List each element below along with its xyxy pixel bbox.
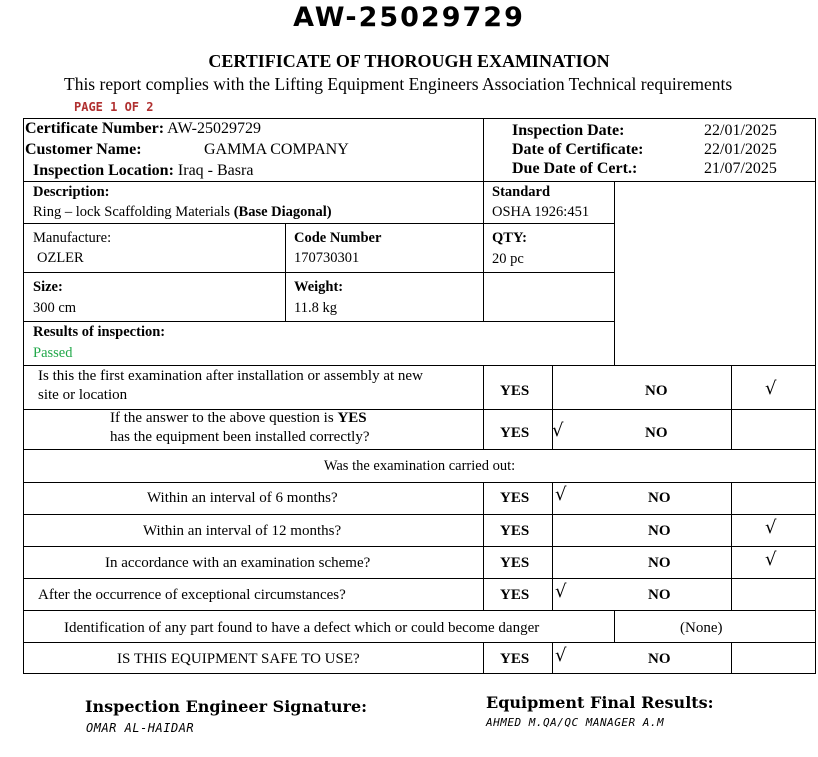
due-date-value: 21/07/2025: [704, 160, 777, 177]
description-text: Ring – lock Scaffolding Materials: [33, 204, 231, 220]
safe-yes-tick: √: [555, 645, 567, 666]
examination-heading: Was the examination carried out:: [323, 458, 516, 474]
size-label: Size:: [33, 279, 63, 295]
compliance-subtitle: This report complies with the Lifting Equipment Engineers Association Technical requirements: [64, 74, 733, 94]
certificate-number: [25, 120, 261, 138]
q2-text-yes: YES: [337, 410, 367, 426]
q5-no-label: NO: [648, 555, 671, 571]
standard-value: OSHA 1926:451: [492, 204, 590, 220]
q2-text-line2: has the equipment been installed correctly?: [110, 429, 370, 445]
q6-no-label: NO: [648, 587, 671, 603]
engineer-signature-label: Inspection Engineer Signature:: [85, 697, 368, 716]
q2-text-prefix: If the answer to the above question is: [110, 410, 338, 426]
weight-value: 11.8 kg: [294, 300, 337, 316]
q3-yes-tick: √: [555, 484, 567, 505]
q1-no-tick: √: [765, 378, 777, 399]
code-number-value: 170730301: [294, 250, 360, 266]
results-label: Results of inspection:: [33, 324, 166, 340]
defect-value: (None): [680, 620, 723, 636]
results-value: Passed: [33, 345, 73, 361]
q2-text-line1: [110, 410, 367, 427]
manufacture-value: OZLER: [37, 250, 84, 266]
customer-name-value: GAMMA COMPANY: [204, 141, 349, 158]
date-of-certificate-label: Date of Certificate:: [512, 141, 644, 158]
certificate-number-label: Certificate Number:: [25, 120, 165, 137]
q1-text-line2: site or location: [38, 387, 128, 403]
qty-value: 20 pc: [492, 251, 524, 267]
defect-label: Identification of any part found to have a defect which or could become danger: [64, 620, 540, 636]
document-number: AW-25029729: [293, 2, 525, 33]
safe-yes-label: YES: [500, 651, 530, 667]
safe-no-label: NO: [648, 651, 671, 667]
q5-no-tick: √: [765, 549, 777, 570]
description-variant: (Base Diagonal): [233, 204, 332, 220]
q2-no-label: NO: [645, 425, 668, 441]
q4-text: Within an interval of 12 months?: [143, 523, 342, 539]
q6-text: After the occurrence of exceptional circumstances?: [38, 587, 346, 603]
description-value: [33, 204, 332, 221]
final-results-signature: AHMED M.QA/QC MANAGER A.M: [486, 716, 665, 729]
inspection-location-label: Inspection Location:: [33, 162, 174, 179]
q6-yes-tick: √: [555, 581, 567, 602]
q3-yes-label: YES: [500, 490, 530, 506]
standard-label: Standard: [492, 184, 551, 200]
q2-yes-tick: √: [552, 420, 564, 441]
q1-no-label: NO: [645, 383, 668, 399]
q2-yes-label: YES: [500, 425, 530, 441]
description-label: Description:: [33, 184, 110, 200]
qty-label: QTY:: [492, 230, 527, 246]
size-value: 300 cm: [33, 300, 77, 316]
q1-yes-label: YES: [500, 383, 530, 399]
q3-text: Within an interval of 6 months?: [147, 490, 338, 506]
q1-text-line1: Is this the first examination after installation or assembly at new: [38, 368, 423, 384]
weight-label: Weight:: [294, 279, 344, 295]
safe-to-use-label: IS THIS EQUIPMENT SAFE TO USE?: [117, 651, 360, 667]
date-of-certificate-value: 22/01/2025: [704, 141, 777, 158]
customer-name-label: Customer Name:: [25, 141, 142, 158]
q5-yes-label: YES: [500, 555, 530, 571]
inspection-date-label: Inspection Date:: [512, 122, 625, 139]
inspection-location-value: Iraq - Basra: [177, 162, 254, 179]
due-date-label: Due Date of Cert.:: [512, 160, 638, 177]
inspection-location: [33, 162, 253, 180]
q4-no-tick: √: [765, 517, 777, 538]
q4-no-label: NO: [648, 523, 671, 539]
page-indicator: PAGE 1 OF 2: [74, 100, 154, 114]
q5-text: In accordance with an examination scheme?: [105, 555, 371, 571]
certificate-title: CERTIFICATE OF THOROUGH EXAMINATION: [208, 51, 610, 71]
certificate-number-value: AW-25029729: [167, 120, 261, 137]
q3-no-label: NO: [648, 490, 671, 506]
code-number-label: Code Number: [294, 230, 382, 246]
q6-yes-label: YES: [500, 587, 530, 603]
q4-yes-label: YES: [500, 523, 530, 539]
manufacture-label: Manufacture:: [33, 230, 112, 246]
inspection-date-value: 22/01/2025: [704, 122, 777, 139]
engineer-signature: OMAR AL-HAIDAR: [86, 721, 195, 735]
final-results-label: Equipment Final Results:: [486, 693, 714, 712]
